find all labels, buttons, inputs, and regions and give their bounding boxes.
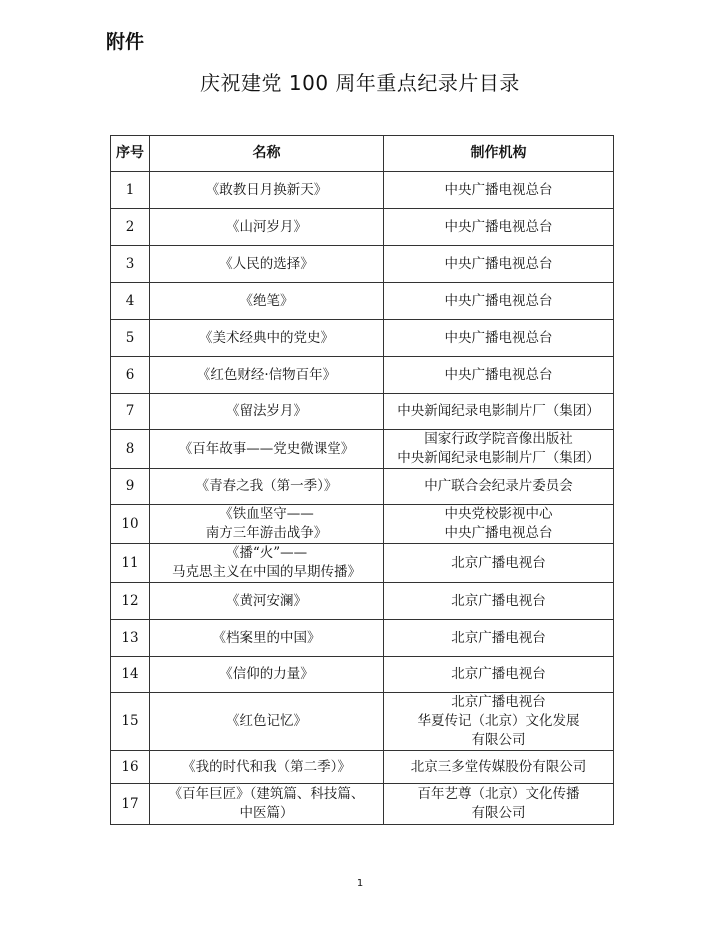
producer-line: 北京三多堂传媒股份有限公司: [410, 758, 587, 775]
documentary-name-line: 《播“火”——: [225, 545, 308, 561]
table-row: [111, 544, 614, 583]
table-row: [111, 394, 614, 430]
documentary-name-line: 《我的时代和我（第二季）》: [182, 758, 351, 775]
producer-cell: [384, 544, 614, 583]
row-number-cell: 13: [111, 620, 150, 657]
table-row: [111, 430, 614, 469]
documentary-name-line: 《铁血坚守——: [219, 506, 314, 522]
table-row: [111, 751, 614, 784]
row-number-cell: 12: [111, 583, 150, 620]
documentary-name-line: 《山河岁月》: [226, 218, 307, 235]
row-number-cell: 9: [111, 469, 150, 505]
page-number: 1: [356, 878, 364, 889]
documentary-name-cell: [150, 246, 384, 283]
producer-line: 北京广播电视台: [451, 592, 546, 609]
table-row: [111, 320, 614, 357]
producer-line: 中央新闻纪录电影制片厂（集团）: [397, 403, 600, 419]
producer-line: 北京广播电视台: [451, 694, 546, 710]
documentary-name-line: 《红色财经·信物百年》: [196, 366, 337, 383]
column-header-no: 序号: [111, 136, 150, 172]
producer-line: 北京广播电视台: [451, 554, 546, 571]
producer-line: 中央新闻纪录电影制片厂（集团）: [397, 450, 600, 466]
producer-cell: [384, 751, 614, 784]
table-row: [111, 469, 614, 505]
table-row: [111, 172, 614, 209]
row-number-cell: 1: [111, 172, 150, 209]
documentary-name-line: 《青春之我（第一季）》: [195, 478, 338, 494]
producer-line: 华夏传记（北京）文化发展: [417, 713, 580, 729]
documentary-catalog-table: [110, 135, 614, 825]
table-row: [111, 784, 614, 825]
producer-cell: [384, 784, 614, 825]
producer-cell: [384, 657, 614, 693]
column-header-org: 制作机构: [384, 136, 614, 172]
documentary-name-line: 《信仰的力量》: [219, 666, 314, 682]
producer-cell: [384, 357, 614, 394]
producer-line: 中央广播电视总台: [444, 366, 553, 383]
documentary-name-cell: [150, 784, 384, 825]
documentary-name-line: 《百年故事——党史微课堂》: [178, 440, 355, 457]
producer-line: 百年艺尊（北京）文化传播: [417, 786, 580, 802]
producer-line: 中央广播电视总台: [444, 329, 553, 346]
documentary-name-line: 《美术经典中的党史》: [199, 329, 334, 346]
row-number-cell: 11: [111, 544, 150, 583]
producer-line: 有限公司: [471, 805, 526, 821]
documentary-name-cell: [150, 320, 384, 357]
row-number-cell: 10: [111, 505, 150, 544]
producer-line: 有限公司: [471, 732, 526, 748]
documentary-name-line: 马克思主义在中国的早期传播》: [172, 564, 361, 580]
producer-line: 中央广播电视总台: [444, 255, 553, 272]
row-number-cell: 6: [111, 357, 150, 394]
documentary-name-cell: [150, 209, 384, 246]
column-header-name: 名称: [150, 136, 384, 172]
producer-line: 中广联合会纪录片委员会: [424, 478, 573, 494]
producer-line: 中央广播电视总台: [444, 218, 553, 235]
table-row: [111, 693, 614, 751]
producer-cell: [384, 693, 614, 751]
documentary-name-cell: [150, 283, 384, 320]
row-number-cell: 5: [111, 320, 150, 357]
table-row: [111, 357, 614, 394]
row-number-cell: 8: [111, 430, 150, 469]
producer-line: 中央广播电视总台: [444, 292, 553, 309]
table-row: [111, 505, 614, 544]
producer-cell: [384, 246, 614, 283]
documentary-name-line: 《黄河安澜》: [226, 592, 307, 609]
table-row: [111, 246, 614, 283]
documentary-name-cell: [150, 394, 384, 430]
documentary-name-cell: [150, 469, 384, 505]
producer-cell: [384, 469, 614, 505]
row-number-cell: 15: [111, 693, 150, 751]
documentary-name-cell: [150, 583, 384, 620]
table-row: [111, 657, 614, 693]
documentary-name-line: 《敢教日月换新天》: [205, 181, 328, 198]
producer-line: 国家行政学院音像出版社: [424, 431, 573, 447]
producer-cell: [384, 320, 614, 357]
producer-line: 北京广播电视台: [451, 666, 546, 682]
row-number-cell: 17: [111, 784, 150, 825]
producer-cell: [384, 620, 614, 657]
documentary-name-cell: [150, 172, 384, 209]
documentary-name-line: 《红色记忆》: [226, 713, 307, 729]
documentary-name-cell: [150, 693, 384, 751]
producer-cell: [384, 172, 614, 209]
producer-line: 中央党校影视中心: [444, 506, 553, 522]
row-number-cell: 16: [111, 751, 150, 784]
document-title: 庆祝建党 100 周年重点纪录片目录: [200, 71, 520, 95]
producer-cell: [384, 283, 614, 320]
documentary-name-cell: [150, 544, 384, 583]
table-body: [111, 172, 614, 825]
row-number-cell: 14: [111, 657, 150, 693]
row-number-cell: 4: [111, 283, 150, 320]
documentary-name-cell: [150, 505, 384, 544]
producer-cell: [384, 209, 614, 246]
row-number-cell: 7: [111, 394, 150, 430]
producer-cell: [384, 430, 614, 469]
table-row: [111, 209, 614, 246]
table-header-row: [111, 136, 614, 172]
documentary-name-cell: [150, 751, 384, 784]
documentary-name-cell: [150, 657, 384, 693]
producer-cell: [384, 394, 614, 430]
documentary-name-line: 《绝笔》: [239, 292, 294, 309]
row-number-cell: 3: [111, 246, 150, 283]
table-row: [111, 283, 614, 320]
producer-line: 北京广播电视台: [451, 629, 546, 646]
documentary-name-line: 《百年巨匠》（建筑篇、科技篇、: [168, 786, 365, 802]
producer-cell: [384, 505, 614, 544]
table-row: [111, 583, 614, 620]
documentary-name-cell: [150, 620, 384, 657]
row-number-cell: 2: [111, 209, 150, 246]
producer-line: 中央广播电视总台: [444, 525, 553, 541]
documentary-name-line: 中医篇）: [239, 805, 294, 821]
documentary-name-cell: [150, 357, 384, 394]
documentary-name-cell: [150, 430, 384, 469]
table-row: [111, 620, 614, 657]
documentary-name-line: 《档案里的中国》: [212, 629, 321, 646]
producer-cell: [384, 583, 614, 620]
documentary-name-line: 《留法岁月》: [226, 403, 307, 419]
documentary-name-line: 南方三年游击战争》: [205, 525, 328, 541]
documentary-name-line: 《人民的选择》: [219, 255, 314, 272]
attachment-label: 附件: [106, 31, 145, 53]
producer-line: 中央广播电视总台: [444, 181, 553, 198]
